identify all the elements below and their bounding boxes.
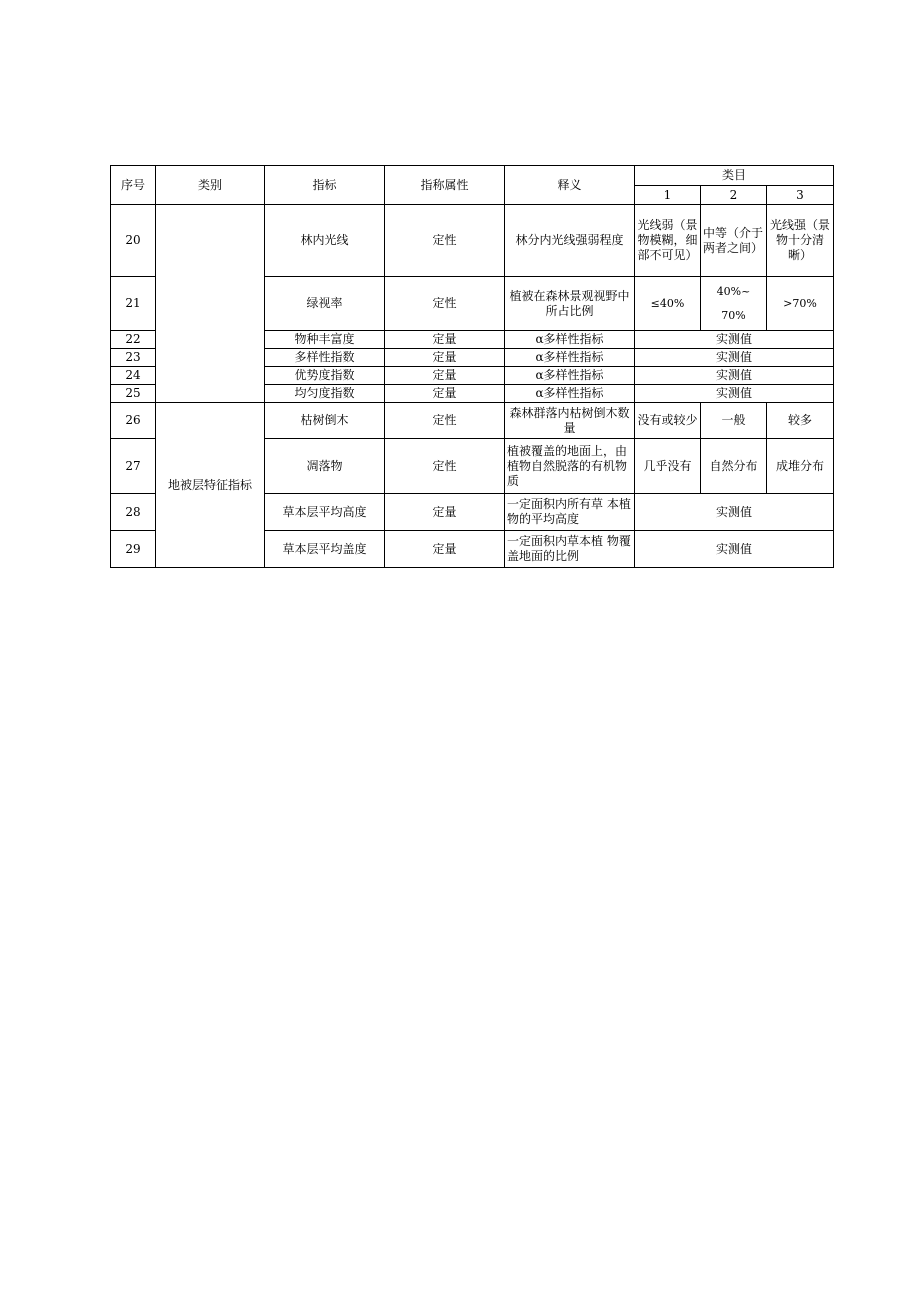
- cell-measured: 实测值: [635, 367, 834, 385]
- cell-definition: 一定面积内草本植 物覆盖地面的比例: [505, 531, 635, 568]
- cell-class-3: 较多: [767, 403, 834, 439]
- cell-class-1: 没有或较少: [635, 403, 701, 439]
- header-definition: 释义: [505, 166, 635, 205]
- cell-class-3: 成堆分布: [767, 439, 834, 494]
- cell-class-2: 一般: [701, 403, 767, 439]
- cell-class-2-top: 40%~: [716, 284, 751, 298]
- cell-indicator: 均匀度指数: [265, 385, 385, 403]
- cell-seq: 29: [111, 531, 156, 568]
- cell-class-2: 自然分布: [701, 439, 767, 494]
- cell-indicator: 物种丰富度: [265, 331, 385, 349]
- cell-seq: 28: [111, 494, 156, 531]
- header-attribute: 指称属性: [385, 166, 505, 205]
- cell-attribute: 定量: [385, 367, 505, 385]
- cell-class-2: 中等（介于两者之间）: [701, 205, 767, 277]
- cell-definition: 植被在森林景观视野中所占比例: [505, 277, 635, 331]
- table-row: [111, 205, 834, 277]
- cell-seq: 26: [111, 403, 156, 439]
- cell-indicator: 林内光线: [265, 205, 385, 277]
- cell-class-1: 光线弱（景物模糊，细部不可见）: [635, 205, 701, 277]
- cell-attribute: 定性: [385, 277, 505, 331]
- cell-measured: 实测值: [635, 331, 834, 349]
- cell-attribute: 定量: [385, 331, 505, 349]
- cell-class-3: 光线强（景物十分清晰）: [767, 205, 834, 277]
- cell-attribute: 定性: [385, 403, 505, 439]
- cell-seq: 23: [111, 349, 156, 367]
- cell-attribute: 定量: [385, 385, 505, 403]
- cell-category: [156, 205, 265, 403]
- cell-measured: 实测值: [635, 349, 834, 367]
- header-seq: 序号: [111, 166, 156, 205]
- cell-seq: 20: [111, 205, 156, 277]
- cell-indicator: 绿视率: [265, 277, 385, 331]
- header-category: 类别: [156, 166, 265, 205]
- cell-class-1: ≤40%: [635, 277, 701, 331]
- header-classes: 类目: [635, 166, 834, 186]
- cell-measured: 实测值: [635, 385, 834, 403]
- cell-attribute: 定量: [385, 494, 505, 531]
- cell-seq: 24: [111, 367, 156, 385]
- cell-definition: 森林群落内枯树倒木数量: [505, 403, 635, 439]
- table-header-row: [111, 166, 834, 186]
- cell-indicator: 草本层平均高度: [265, 494, 385, 531]
- header-class-2: 2: [701, 186, 767, 205]
- cell-definition: α多样性指标: [505, 349, 635, 367]
- cell-attribute: 定性: [385, 439, 505, 494]
- cell-attribute: 定性: [385, 205, 505, 277]
- cell-indicator: 枯树倒木: [265, 403, 385, 439]
- cell-measured: 实测值: [635, 494, 834, 531]
- cell-class-3: >70%: [767, 277, 834, 331]
- indicator-table: [110, 165, 834, 568]
- cell-seq: 27: [111, 439, 156, 494]
- cell-category: 地被层特征指标: [156, 403, 265, 568]
- cell-indicator: 多样性指数: [265, 349, 385, 367]
- cell-seq: 21: [111, 277, 156, 331]
- cell-class-2-bottom: 70%: [721, 308, 746, 322]
- table-row: [111, 403, 834, 439]
- cell-class-1: 几乎没有: [635, 439, 701, 494]
- cell-seq: 25: [111, 385, 156, 403]
- cell-seq: 22: [111, 331, 156, 349]
- cell-indicator: 草本层平均盖度: [265, 531, 385, 568]
- cell-class-2: [701, 277, 767, 331]
- cell-indicator: 凋落物: [265, 439, 385, 494]
- cell-attribute: 定量: [385, 531, 505, 568]
- cell-measured: 实测值: [635, 531, 834, 568]
- cell-definition: α多样性指标: [505, 367, 635, 385]
- cell-definition: 植被覆盖的地面上，由植物自然脱落的有机物质: [505, 439, 635, 494]
- cell-definition: α多样性指标: [505, 385, 635, 403]
- header-class-3: 3: [767, 186, 834, 205]
- cell-indicator: 优势度指数: [265, 367, 385, 385]
- cell-attribute: 定量: [385, 349, 505, 367]
- cell-definition: 一定面积内所有草 本植物的平均高度: [505, 494, 635, 531]
- header-class-1: 1: [635, 186, 701, 205]
- cell-definition: α多样性指标: [505, 331, 635, 349]
- header-indicator: 指标: [265, 166, 385, 205]
- cell-definition: 林分内光线强弱程度: [505, 205, 635, 277]
